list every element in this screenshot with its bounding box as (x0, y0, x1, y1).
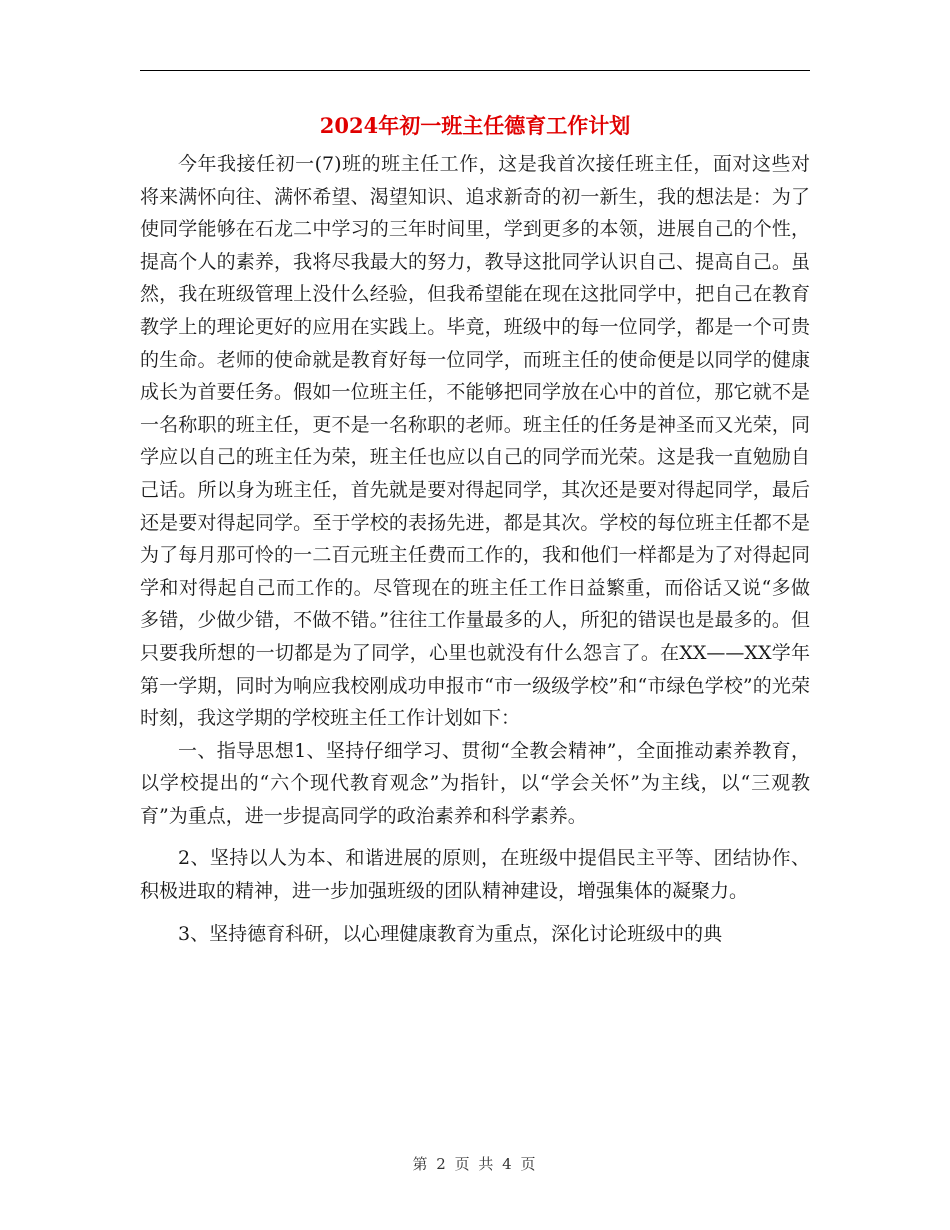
paragraph-guiding-thought: 一、指导思想1、坚持仔细学习、贯彻“全教会精神”，全面推动素养教育，以学校提出的“六个现代教育观念”为指针，以“学会关怀”为主线，以“三观教育”为重点，进一步提高同学的政治素养和科学素养。 (140, 739, 810, 827)
document-body (140, 148, 810, 950)
page-number: 第 2 页 共 4 页 (412, 1155, 538, 1173)
document-title: 2024年初一班主任德育工作计划 (319, 113, 631, 138)
header-rule (140, 70, 810, 71)
paragraph-principle: 2、坚持以人为本、和谐进展的原则，在班级中提倡民主平等、团结协作、积极进取的精神，进一步加强班级的团队精神建设，增强集体的凝聚力。 (140, 847, 810, 903)
paragraph-research: 3、坚持德育科研，以心理健康教育为重点，深化讨论班级中的典 (178, 922, 723, 945)
paragraph-intro: 今年我接任初一(7)班的班主任工作，这是我首次接任班主任，面对这些对将来满怀向往、满怀希望、渴望知识、追求新奇的初一新生，我的想法是：为了使同学能够在石龙二中学习的三年时间里，学到更多的本领，进展自己的个性，提高个人的素养，我将尽我最大的努力，教导这批同学认识自己、提高自己。虽然，我在班级管理上没什么经验，但我希望能在现在这批同学中，把自己在教育教学上的理论更好的应用在实践上。毕竟，班级中的每一位同学，都是一个可贵的生命。老师的使命就是教育好每一位同学，而班主任的使命便是以同学的健康成长为首要任务。假如一位班主任，不能够把同学放在心中的首位，那它就不是一名称职的班主任，更不是一名称职的老师。班主任的任务是神圣而又光荣，同学应以自己的班主任为荣，班主任也应以自己的同学而光荣。这是我一直勉励自己话。所以身为班主任，首先就是要对得起同学，其次还是要对得起同学，最后还是要对得起同学。至于学校的表扬先进，都是其次。学校的每位班主任都不是为了每月那可怜的一二百元班主任费而工作的，我和他们一样都是为了对得起同学和对得起自己而工作的。尽管现在的班主任工作日益繁重，而俗话又说“多做多错，少做少错，不做不错。”往往工作量最多的人，所犯的错误也是最多的。但只要我所想的一切都是为了同学，心里也就没有什么怨言了。在XX——XX学年第一学期，同时为响应我校刚成功申报市“市一级级学校”和“市绿色学校”的光荣时刻，我这学期的学校班主任工作计划如下： (140, 153, 810, 730)
